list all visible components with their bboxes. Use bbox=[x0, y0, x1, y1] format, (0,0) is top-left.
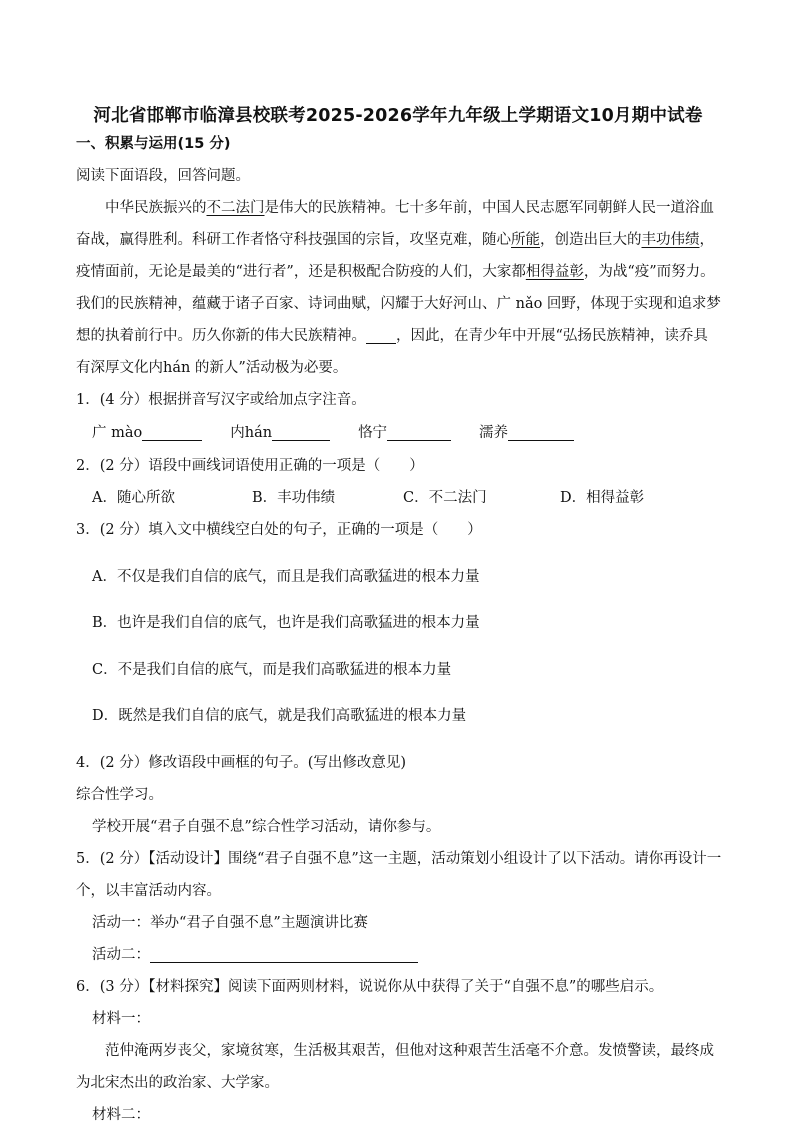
reading-instruction: 阅读下面语段，回答问题。 bbox=[76, 168, 250, 184]
material-two-label: 材料二： bbox=[92, 1106, 150, 1123]
passage-line: 有深厚文化内hán 的新人”活动极为必要。 bbox=[76, 360, 348, 376]
question-2-stem: 2．(2 分）语段中画线词语使用正确的一项是（ ） bbox=[76, 458, 424, 474]
option-c[interactable]: C．不是我们自信的底气，而是我们高歌猛进的根本力量 bbox=[92, 661, 452, 678]
question-3-stem: 3．(2 分）填入文中横线空白处的句子，正确的一项是（ ） bbox=[76, 522, 482, 538]
option-c[interactable]: C．不二法门 bbox=[403, 490, 487, 506]
question-5-stem-cont: 个，以丰富活动内容。 bbox=[76, 882, 221, 899]
underlined-phrase: 所能 bbox=[511, 232, 540, 248]
question-4-stem: 4．(2 分）修改语段中画框的句子。(写出修改意见) bbox=[76, 754, 407, 771]
answer-blank[interactable] bbox=[150, 944, 418, 963]
option-a[interactable]: A．不仅是我们自信的底气，而且是我们高歌猛进的根本力量 bbox=[92, 568, 480, 585]
fill-blank[interactable] bbox=[366, 325, 396, 344]
question-2-options bbox=[76, 482, 720, 514]
pinyin-item: 内hán bbox=[230, 416, 330, 450]
option-d[interactable]: D．既然是我们自信的底气，就是我们高歌猛进的根本力量 bbox=[92, 708, 467, 724]
question-1-stem: 1．(4 分）根据拼音写汉字或给加点字注音。 bbox=[76, 392, 366, 408]
question-1-items bbox=[76, 416, 720, 450]
material-one-label: 材料一： bbox=[92, 1010, 150, 1027]
pinyin-item: 恪宁 bbox=[358, 416, 451, 450]
exam-title: 河北省邯郸市临漳县校联考2025-2026学年九年级上学期语文10月期中试卷 bbox=[93, 106, 703, 126]
activity-two: 活动二： bbox=[76, 939, 720, 971]
passage-line: 疫情面前，无论是最美的“进行者”，还是积极配合防疫的人们，大家都相得益彰，为战“疫”而努力。 bbox=[76, 264, 715, 280]
material-one-text-cont: 为北宋杰出的政治家、大学家。 bbox=[76, 1074, 279, 1091]
answer-blank[interactable] bbox=[387, 422, 451, 441]
underlined-phrase: 相得益彰 bbox=[525, 264, 584, 280]
option-a[interactable]: A．随心所欲 bbox=[92, 490, 175, 506]
underlined-phrase: 不二法门 bbox=[206, 200, 265, 216]
underlined-phrase: 丰功伟绩 bbox=[641, 232, 700, 248]
passage-line: 奋战，赢得胜利。科研工作者恪守科技强国的宗旨，攻坚克难，随心所能，创造出巨大的丰功伟绩， bbox=[76, 232, 714, 248]
option-b[interactable]: B．丰功伟绩 bbox=[252, 490, 336, 506]
activity-one: 活动一：举办“君子自强不息”主题演讲比赛 bbox=[92, 914, 368, 931]
pinyin-item: 广 mào bbox=[92, 416, 202, 450]
comprehensive-study-label: 综合性学习。 bbox=[76, 786, 163, 803]
passage-line: 中华民族振兴的不二法门是伟大的民族精神。七十多年前，中国人民志愿军同朝鲜人民一道浴血 bbox=[105, 200, 714, 216]
option-b[interactable]: B．也许是我们自信的底气，也许是我们高歌猛进的根本力量 bbox=[92, 615, 480, 631]
question-5-stem: 5．(2 分）【活动设计】围绕“君子自强不息”这一主题，活动策划小组设计了以下活动。请你再设计一 bbox=[76, 850, 722, 867]
section-heading: 一、积累与运用(15 分) bbox=[76, 136, 231, 152]
answer-blank[interactable] bbox=[508, 422, 574, 441]
answer-blank[interactable] bbox=[272, 422, 330, 441]
question-6-stem: 6．(3 分）【材料探究】阅读下面两则材料，说说你从中获得了关于“自强不息”的哪些启示。 bbox=[76, 978, 664, 995]
reading-passage bbox=[76, 192, 720, 384]
passage-line: 我们的民族精神，蕴藏于诸子百家、诗词曲赋，闪耀于大好河山、广 nǎo 回野，体现于实现和追求梦 bbox=[76, 296, 721, 312]
answer-blank[interactable] bbox=[142, 422, 202, 441]
comprehensive-study-intro: 学校开展“君子自强不息”综合性学习活动，请你参与。 bbox=[92, 818, 441, 835]
pinyin-item: 濡养 bbox=[479, 416, 574, 450]
option-d[interactable]: D．相得益彰 bbox=[560, 490, 645, 506]
material-one-text: 范仲淹两岁丧父，家境贫寒，生活极其艰苦，但他对这种艰苦生活毫不介意。发愤警读，最终成 bbox=[105, 1042, 714, 1059]
passage-line: 想的执着前行中。历久你新的伟大民族精神。 ，因此，在青少年中开展“弘扬民族精神，读乔具 bbox=[76, 320, 720, 352]
